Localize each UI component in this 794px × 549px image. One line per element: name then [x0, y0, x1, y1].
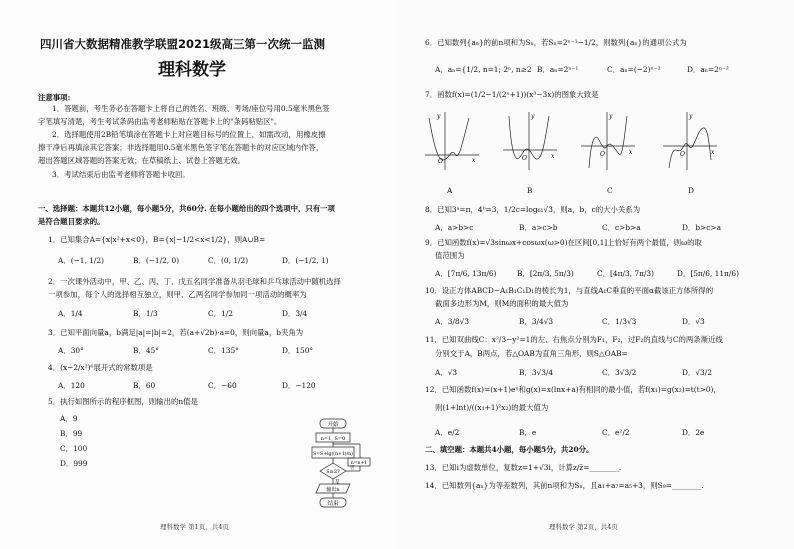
q2-option-c: C．1/2	[208, 309, 233, 318]
question-5: 5．执行如图所示的程序框图，则输出的n值是	[48, 397, 198, 406]
q4-option-c: C．−60	[208, 381, 237, 390]
flow-end: 结束	[327, 501, 339, 507]
q1-option-c: C．(0, 1/2)	[208, 256, 249, 265]
question-10: 10．设正方体ABCD−A₁B₁C₁D₁的棱长为1，与直线A₁C垂直的平面α截该正方体所得的	[425, 286, 714, 295]
svg-text:O: O	[438, 158, 443, 165]
question-4: 4．(x−2/x²)⁶展开式的常数项是	[48, 363, 153, 372]
notice-line: 擦干净后再填涂其它答案；非选择题用0.5毫米黑色签字笔在答题卡的对应区域内作答，	[38, 143, 324, 152]
notice-line: 超出答题区域答题的答案无效；在草稿纸上、试卷上答题无效。	[38, 156, 245, 165]
page-footer: 理科数学 第1页，共4页	[160, 523, 229, 531]
q10-option-a: A．3/8√3	[435, 317, 470, 326]
q3-option-c: C．135°	[208, 346, 239, 355]
q6-option-d: D．aₙ=2ⁿ⁻²	[687, 65, 729, 74]
question-10-cont: 截面多边形为M，则M的面积的最大值为	[435, 299, 569, 308]
q11-option-d: D．√3/2	[682, 368, 712, 377]
q4-option-a: A．120	[58, 381, 85, 390]
q7-graph-b	[501, 110, 559, 172]
svg-text:O: O	[522, 155, 527, 162]
notice-line: 字笔填写清楚，考生考试条码由监考老师粘贴在答题卡上的"条码粘贴区"。	[38, 117, 282, 126]
q12-option-b: B．e	[519, 428, 537, 437]
exam-title: 四川省大数据精准教学联盟2021级高三第一次统一监测	[40, 37, 326, 51]
q10-option-d: D．√3	[682, 317, 705, 326]
svg-text:x: x	[472, 157, 476, 164]
program-flowchart	[300, 418, 372, 518]
q10-option-b: B．3/4√3	[519, 317, 554, 326]
flow-no-label: 否	[350, 466, 355, 471]
q12-option-d: D．2e	[682, 428, 705, 437]
notice-line: 1．答题前，考生务必在答题卡上将自己的姓名、班级、考场/座位号用0.5毫米黑色签	[52, 104, 330, 113]
notice-heading: 注意事项:	[38, 93, 71, 102]
q3-option-d: D．150°	[282, 346, 314, 355]
flow-start: 开始	[327, 422, 339, 428]
question-9-cont: 值范围为	[435, 251, 465, 260]
q1-option-b: B．(−1/2, 0)	[133, 256, 180, 265]
question-9: 9．已知函数f(x)=√3sinωx+cosωx(ω>0)在区间[0,1]上恰好有两个最值，则ω的取	[425, 238, 702, 247]
right-page	[397, 0, 794, 549]
page-footer: 理科数学 第2页，共4页	[549, 523, 618, 531]
section-one-heading-cont: 是符合题目要求的。	[38, 217, 105, 226]
question-11: 11．已知双曲线C：x²/3−y²=1的左、右焦点分别为F₁，F₂，过F₂的直线与C的两条渐近线	[425, 335, 723, 344]
q5-option-a: A．9	[60, 414, 78, 423]
q7-label-d: D	[688, 186, 694, 195]
q9-option-b: B．[2π/3, 5π/3)	[517, 269, 574, 278]
svg-text:x: x	[551, 153, 555, 160]
q7-graph-c	[579, 110, 637, 172]
flow-init: n=1, S=0	[320, 436, 346, 442]
question-3: 3．已知平面向量a，b满足|a|=|b|=2，若(a+√2b)·a=0，则向量a，b夹角为	[48, 328, 304, 337]
svg-text:y: y	[531, 113, 535, 120]
svg-text:O: O	[680, 151, 685, 158]
section-two-heading: 二、填空题：本题共4小题，每小题5分，共20分。	[425, 445, 594, 454]
q8-option-a: A．a>b>c	[435, 223, 474, 232]
question-11-cont: 分别交于A，B两点，若△OAB为直角三角形，则S△OAB=	[435, 349, 628, 358]
q7-graph-d	[661, 110, 719, 172]
q1-option-a: A．(−1, 1/2)	[58, 256, 104, 265]
flow-yes-label: 是	[335, 480, 340, 485]
svg-text:O: O	[600, 151, 605, 158]
q10-option-c: C．1/3√3	[602, 317, 637, 326]
q9-option-c: C．[4π/3, 7π/3)	[597, 269, 655, 278]
q2-option-d: D．3/4	[282, 309, 308, 318]
q8-option-b: B．a>c>b	[519, 223, 558, 232]
question-12: 12．已知函数f(x)=(x+1)eˣ和g(x)=x(lnx+a)有相同的最小值，若f(x₁)=g(x₂)=t(t>0)，	[425, 385, 721, 394]
q7-label-c: C	[607, 186, 613, 195]
flow-output: 输出n	[326, 487, 340, 493]
exam-subject: 理科数学	[158, 60, 226, 80]
q3-option-b: B．45°	[133, 346, 159, 355]
q6-option-b: B．aₙ=2ⁿ⁻¹	[537, 65, 579, 74]
svg-text:y: y	[689, 113, 693, 120]
q1-option-d: D．(−1/2, 1)	[282, 256, 329, 265]
q5-option-b: B．99	[60, 429, 83, 438]
section-one-heading: 一、选择题：本题共12小题，每小题5分，共60分. 在每小题给出的四个选项中，只有一项	[38, 204, 335, 213]
q7-label-a: A	[447, 186, 453, 195]
q3-option-a: A．30°	[58, 346, 84, 355]
question-8: 8．已知3ᵃ=π，4ᵇ=3，1/2c=log₆₁√3，则a，b，c的大小关系为	[425, 205, 641, 214]
question-1: 1．已知集合A={x|x²+x<0}，B={x|−1/2<x<1/2}，则A∪B=	[48, 235, 266, 244]
svg-text:y: y	[609, 113, 613, 120]
q8-option-c: C．c>b>a	[602, 223, 641, 232]
q2-option-b: B．1/3	[133, 309, 158, 318]
q5-option-c: C．100	[60, 444, 88, 453]
svg-text:y: y	[437, 113, 441, 120]
question-14: 14．已知数列{aₙ}为等差数列，其前n项和为Sₙ，且a₁+a₇=a₅+3，则S₉=________.	[425, 481, 704, 490]
question-2: 2．一次课外活动中，甲、乙、丙、丁、戊五名同学准备从羽毛球和乒乓球活动中随机选择	[48, 277, 341, 286]
notice-line: 2．选择题使用2B铅笔填涂在答题卡上对应题目标号的位置上，如需改动，用橡皮擦	[52, 130, 326, 139]
q11-option-b: B．3√3/4	[519, 368, 554, 377]
q12-option-a: A．e/2	[435, 428, 460, 437]
flow-increment: n=n+1	[350, 461, 368, 466]
svg-text:x: x	[711, 149, 715, 156]
q5-option-d: D．999	[60, 459, 88, 468]
q7-label-b: B	[527, 186, 533, 195]
q12-option-c: C．e²/2	[602, 428, 630, 437]
question-7: 7．函数f(x)=(1/2−1/(2ˣ+1))(x³−3x)的图象大致是	[425, 90, 599, 99]
q6-option-c: C．aₙ=(−2)ⁿ⁻²	[607, 65, 661, 74]
q2-option-a: A．1/4	[58, 309, 83, 318]
notice-line: 3．考试结束后由监考老师将答题卡收回。	[52, 170, 190, 179]
flow-condition: S≥2?	[326, 469, 340, 475]
question-2-cont: 一项参加，每个人的选择相互独立，则甲、乙两名同学参加同一项活动的概率为	[48, 290, 307, 299]
q11-option-a: A．√3	[435, 368, 458, 377]
svg-text:x: x	[629, 149, 633, 156]
q9-option-a: A．[7π/6, 13π/6)	[435, 269, 497, 278]
q11-option-c: C．3√3/2	[602, 368, 637, 377]
q7-graph-a	[423, 110, 481, 172]
flow-update: S=S+lg((n+1)/n)	[313, 452, 353, 457]
q6-option-a: A．aₙ={1/2, n=1; 2ⁿ, n≥2	[435, 65, 532, 74]
q4-option-d: D．−120	[282, 381, 316, 390]
question-13: 13．已知i为虚数单位，复数z=1+√3i，计算z/z̄=________.	[425, 463, 622, 472]
q4-option-b: B．60	[133, 381, 156, 390]
q8-option-d: D．b>c>a	[682, 223, 721, 232]
question-12-cont: 则(1+lnt)/((x₁+1)²x₂)的最大值为	[435, 403, 549, 412]
q9-option-d: D．[5π/6, 11π/6)	[677, 269, 739, 278]
question-6: 6．已知数列{aₙ}的前n项和为Sₙ，若Sₙ=2ⁿ⁻¹−1/2，则数列{aₙ}的通项公式为	[425, 38, 687, 47]
